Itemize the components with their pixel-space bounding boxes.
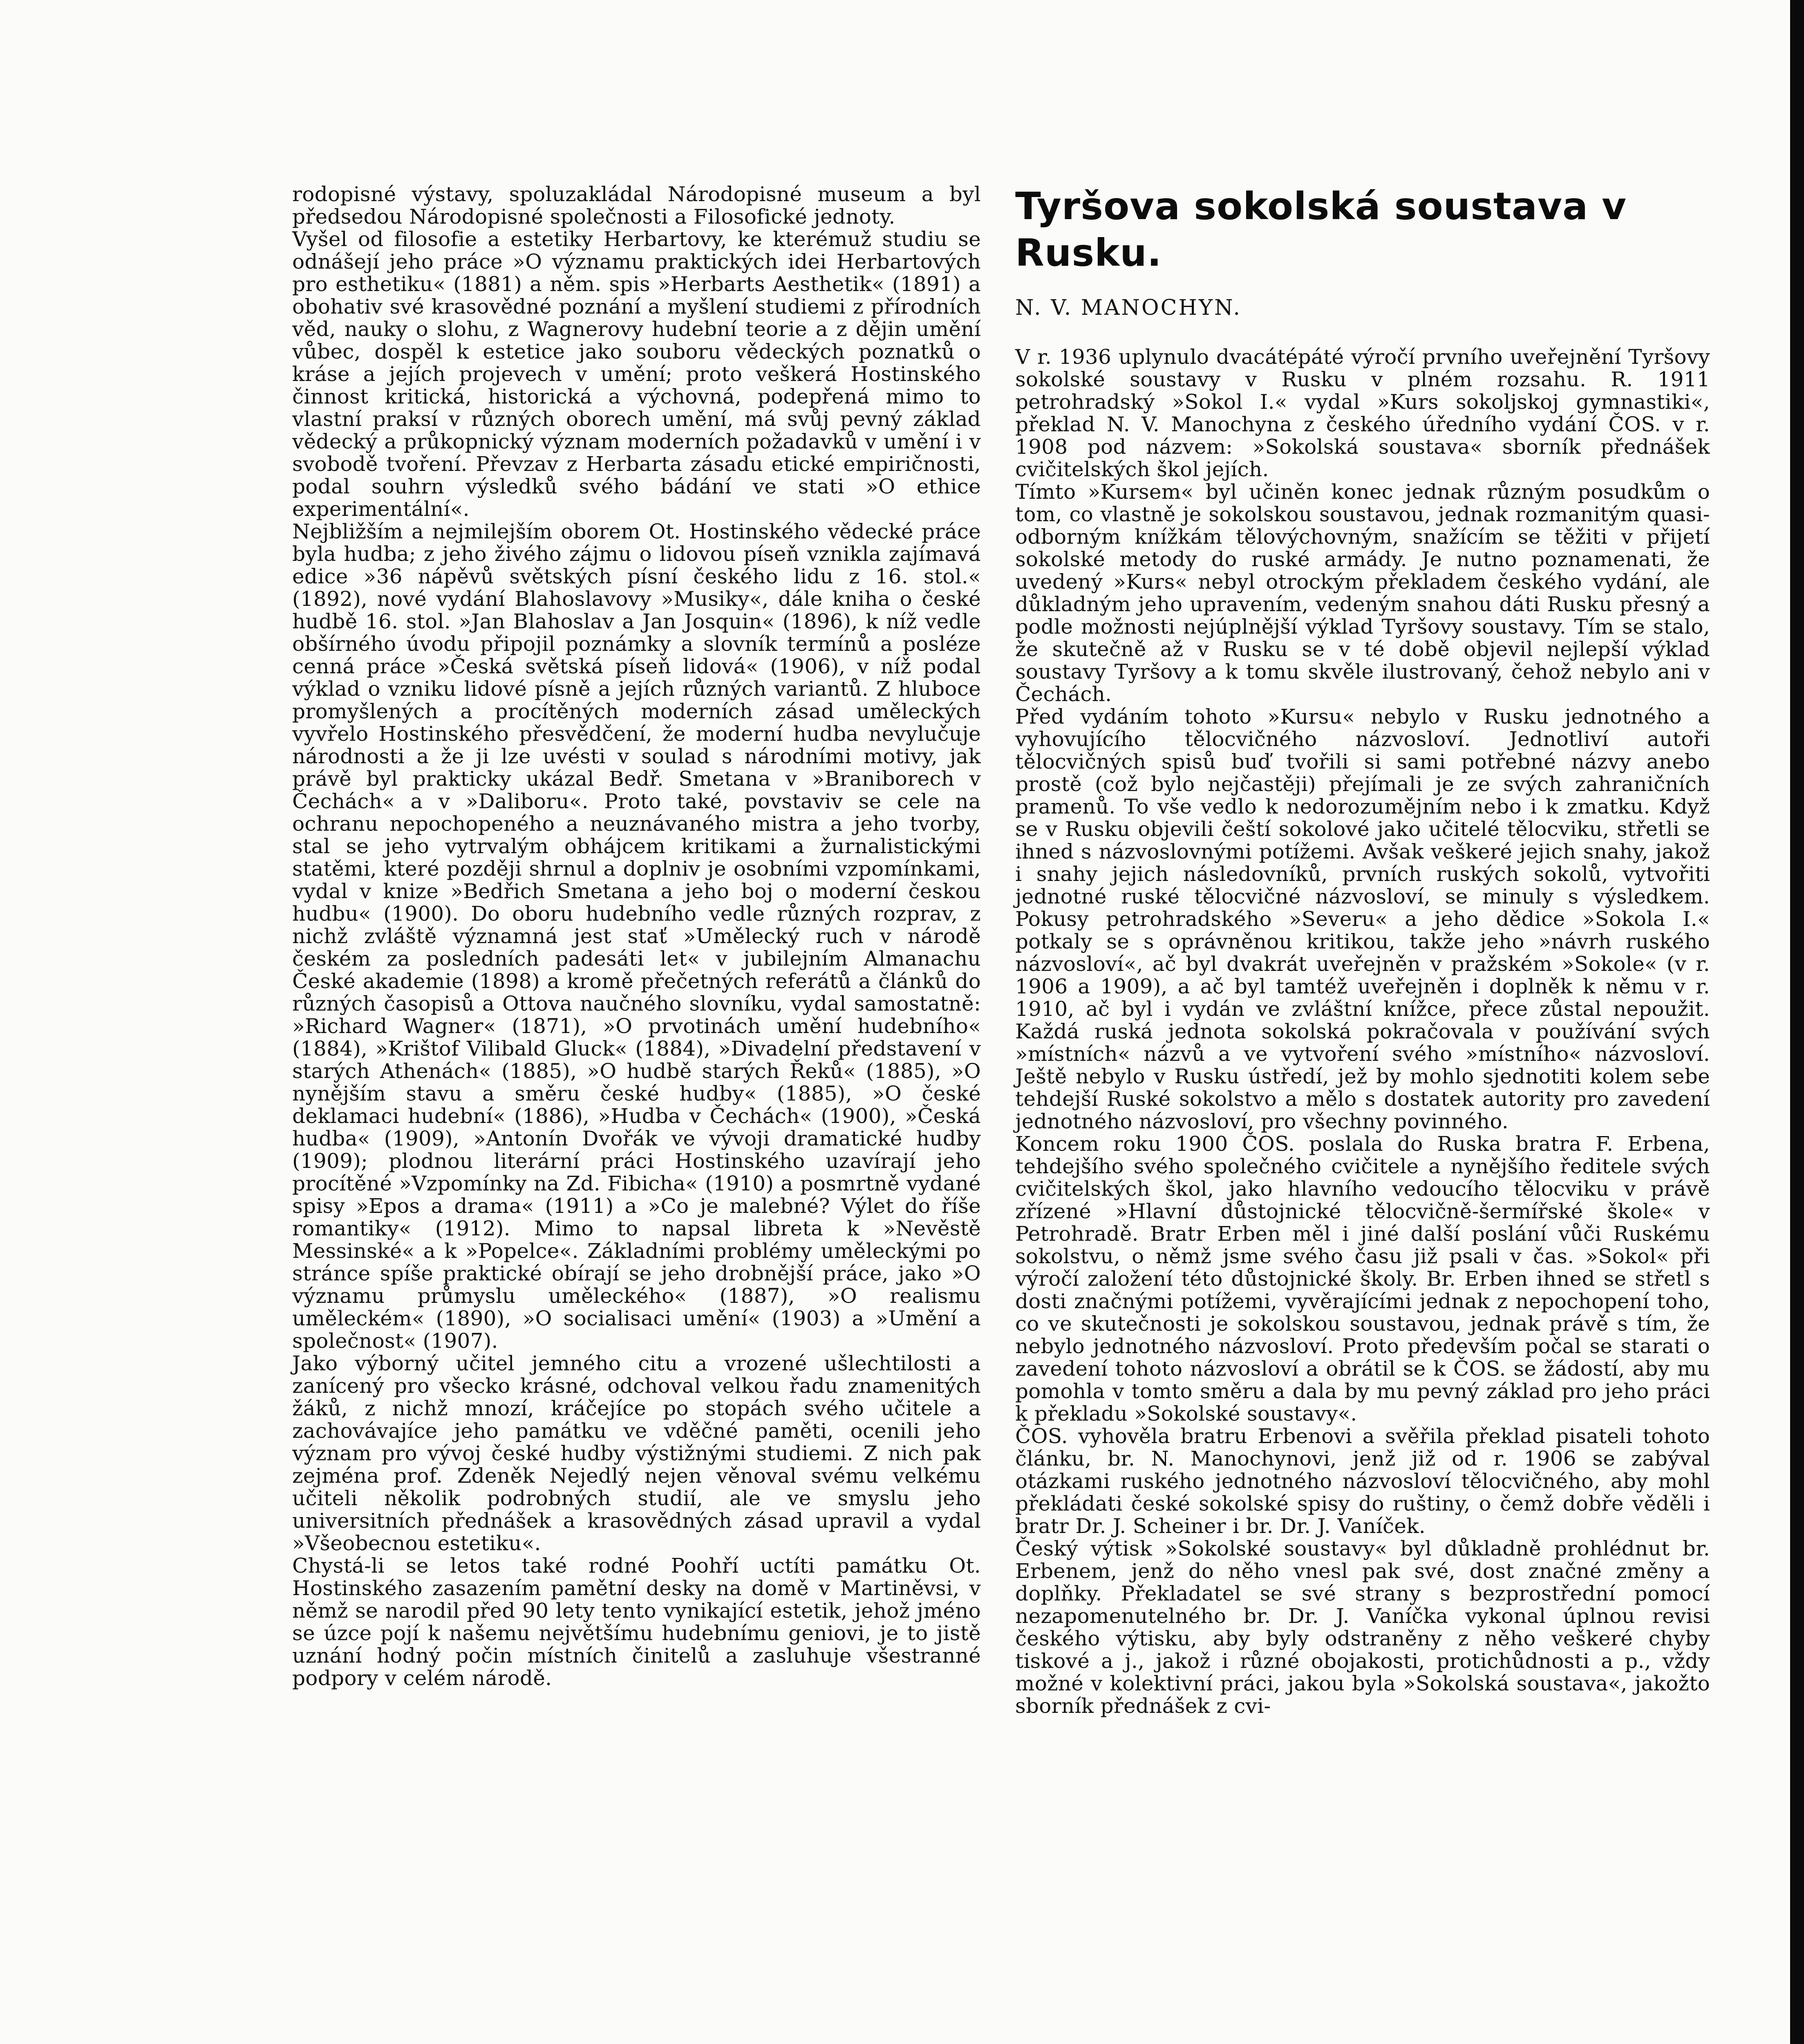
right-paragraph-2: Tímto »Kursem« byl učiněn konec jednak různým posudkům o tom, co vlastně je sokolskou soustavou, jednak rozmanitým quasi-odborným knížkám tělovýchovným, snažícím se těžiti v přijetí sokolské metody do ruské armády. Je nutno poznamenati, že uvedený »Kurs« nebyl otrockým překladem českého vydání, ale důkladným jeho upravením, vedeným snahou dáti Rusku přesný a podle možnosti nejúplnější výklad Tyršovy soustavy. Tím se stalo, že skutečně až v Rusku se v té době objevil nejlepší výklad soustavy Tyršovy a k tomu skvěle ilustrovaný, čehož nebylo ani v Čechách. — [1015, 480, 1710, 706]
left-paragraph-5: Chystá-li se letos také rodné Poohří uctíti památku Ot. Hostinského zasazením pamětní desky na domě v Martiněvsi, v němž se narodil před 90 lety tento vynikající estetik, jehož jméno se úzce pojí k našemu největšímu hudebnímu geniovi, je to jistě uznání hodný počin místních činitelů a zasluhuje všestranné podpory v celém národě. — [292, 1554, 981, 1690]
right-column — [1015, 183, 1710, 1717]
right-paragraph-5: ČOS. vyhověla bratru Erbenovi a svěřila překlad pisateli tohoto článku, br. N. Manochynovi, jenž již od r. 1906 se zabýval otázkami ruského jednotného názvosloví tělocvičného, aby mohl překládati české sokolské spisy do ruštiny, o čemž dobře věděli i bratr Dr. J. Scheiner i br. Dr. J. Vaníček. — [1015, 1424, 1710, 1538]
article-title: Tyršova sokolská soustava v Rusku. — [1015, 184, 1627, 275]
left-paragraph-4: Jako výborný učitel jemného citu a vrozené ušlechtilosti a zanícený pro všecko krásné, odchoval velkou řadu znamenitých žáků, z nichž mnozí, kráčejíce po stopách svého učitele a zachovávajíce jeho památku ve vděčné paměti, ocenili jeho význam pro vývoj české hudby výstižnými studiemi. Z nich pak zejména prof. Zdeněk Nejedlý nejen věnoval svému velkému učiteli několik podrobných studií, ale ve smyslu jeho universitních přednášek a krasovědných zásad upravil a vydal »Všeobecnou estetiku«. — [292, 1351, 981, 1555]
right-paragraph-4: Koncem roku 1900 ČOS. poslala do Ruska bratra F. Erbena, tehdejšího svého společného cvičitele a nynějšího ředitele svých cvičitelských škol, jako hlavního vedoucího tělocviku v právě zřízené »Hlavní důstojnické tělocvičně-šermířské škole« v Petrohradě. Bratr Erben měl i jiné další poslání vůči Ruskému sokolstvu, o němž jsme svého času již psali v čas. »Sokol« při výročí založení této důstojnické školy. Br. Erben ihned se střetl s dosti značnými potížemi, vyvěrajícími jednak z nepochopení toho, co ve skutečnosti je sokolskou soustavou, jednak právě s tím, že nebylo jednotného názvosloví. Proto především počal se starati o zavedení tohoto názvosloví a obrátil se k ČOS. se žádostí, aby mu pomohla v tomto směru a dala by mu pevný základ pro jeho práci k překladu »Sokolské soustavy«. — [1015, 1132, 1710, 1425]
left-paragraph-1: rodopisné výstavy, spoluzakládal Národopisné museum a byl předsedou Národopisné společnosti a Filosofické jednoty. — [292, 182, 981, 229]
left-paragraph-3: Nejbližším a nejmilejším oborem Ot. Hostinského vědecké práce byla hudba; z jeho živého zájmu o lidovou píseň vznikla zajímavá edice »36 nápěvů světských písní českého lidu z 16. stol.« (1892), nové vydání Blahoslavovy »Musiky«, dále kniha o české hudbě 16. stol. »Jan Blahoslav a Jan Josquin« (1896), k níž vedle obšírného úvodu připojil poznámky a slovník termínů a posléze cenná práce »Česká světská píseň lidová« (1906), v níž podal výklad o vzniku lidové písně a jejích různých variantů. Z hluboce promyšlených a procítěných moderních zásad uměleckých vyvřelo Hostinského přesvědčení, že moderní hudba nevylučuje národnosti a že ji lze uvésti v soulad s národními motivy, jak právě byl prakticky ukázal Bedř. Smetana v »Braniborech v Čechách« a v »Daliboru«. Proto také, povstaviv se cele na ochranu nepochopeného a neuznávaného mistra a jeho tvorby, stal se jeho vytrvalým obhájcem kritikami a žurnalistickými statěmi, které později shrnul a doplniv je osobními vzpomínkami, vydal v knize »Bedřich Smetana a jeho boj o moderní českou hudbu« (1900). Do oboru hudebního vedle různých rozprav, z nichž zvláště významná jest stať »Umělecký ruch v národě českém za posledních padesáti let« v jubilejním Almanachu České akademie (1898) a kromě přečetných referátů a článků do různých časopisů a Ottova naučného slovníku, vydal samostatně: »Richard Wagner« (1871), »O prvotinách umění hudebního« (1884), »Krištof Vilibald Gluck« (1884), »Divadelní představení v starých Athenách« (1885), »O hudbě starých Řeků« (1885), »O nynějším stavu a směru české hudby« (1885), »O české deklamaci hudební« (1886), »Hudba v Čechách« (1900), »Česká hudba« (1909), »Antonín Dvořák ve vývoji dramatické hudby (1909); plodnou literární práci Hostinského uzavírají jeho procítěné »Vzpomínky na Zd. Fibicha« (1910) a posmrtně vydané spisy »Epos a drama« (1911) a »Co je malebné? Výlet do říše romantiky« (1912). Mimo to napsal libreta k »Nevěstě Messinské« a k »Popelce«. Základními problémy uměleckými po stránce spíše praktické obírají se jeho drobnější práce, jako »O významu průmyslu uměleckého« (1887), »O realismu uměleckém« (1890), »O socialisaci umění« (1903) a »Umění a společnost« (1907). — [292, 520, 981, 1353]
right-paragraph-6: Český výtisk »Sokolské soustavy« byl důkladně prohlédnut br. Erbenem, jenž do něho vnesl pak své, dost značné změny a doplňky. Překladatel se své strany s bezprostřední pomocí nezapomenutelného br. Dr. J. Vaníčka vykonal úplnou revisi českého výtisku, aby byly odstraněny z něho veškeré chyby tiskové a j., jakož i různé obojakosti, protichůdnosti a p., vždy možné v kolektivní práci, jakou byla »Sokolská soustava«, jakožto sborník přednášek z cvi- — [1015, 1537, 1710, 1718]
left-column — [292, 183, 981, 1690]
author-byline: N. V. MANOCHYN. — [1015, 296, 1242, 320]
right-paragraph-3: Před vydáním tohoto »Kursu« nebylo v Rusku jednotného a vyhovujícího tělocvičného názvosloví. Jednotliví autoři tělocvičných spisů buď tvořili si sami potřebné názvy anebo prostě (což bylo nejčastěji) přejímali je ze svých zahraničních pramenů. To vše vedlo k nedorozumějním nebo i k zmatku. Když se v Rusku objevili čeští sokolové jako učitelé tělocviku, střetli se ihned s názvoslovnými potížemi. Avšak veškeré jejich snahy, jakož i snahy jejich následovníků, prvních ruských sokolů, vytvořiti jednotné ruské tělocvičné názvosloví, se minuly s výsledkem. Pokusy petrohradského »Severu« a jeho dědice »Sokola I.« potkaly se s oprávněnou kritikou, takže jeho »návrh ruského názvosloví«, ač byl dvakrát uveřejněn v pražském »Sokole« (v r. 1906 a 1909), a ač byl tamtéž uveřejněn i doplněk k němu v r. 1910, ač byl i vydán ve zvláštní knížce, přece zůstal nepoužit. Každá ruská jednota sokolská pokračovala v používání svých »místních« názvů a ve vytvoření svého »místního« názvosloví. Ještě nebylo v Rusku ústředí, jež by mohlo sjednotiti kolem sebe tehdejší Ruské sokolstvo a mělo s dostatek autority pro zavedení jednotného názvosloví, pro všechny povinného. — [1015, 705, 1710, 1133]
right-paragraph-1: V r. 1936 uplynulo dvacátépáté výročí prvního uveřejnění Tyršovy sokolské soustavy v Rusku v plném rozsahu. R. 1911 petrohradský »Sokol I.« vydal »Kurs sokoljskoj gymnastiki«, překlad N. V. Manochyna z českého úředního vydání ČOS. v r. 1908 pod názvem: »Sokolská soustava« sborník přednášek cvičitelských škol jejích. — [1015, 345, 1710, 481]
left-paragraph-2: Vyšel od filosofie a estetiky Herbartovy, ke kterémuž studiu se odnášejí jeho práce »O významu praktických idei Herbartových pro esthetiku« (1881) a něm. spis »Herbarts Aesthetik« (1891) a obohativ své krasovědné poznání a myšlení studiemi z přírodních věd, nauky o slohu, z Wagnerovy hudební teorie a z dějin umění vůbec, dospěl k estetice jako souboru vědeckých poznatků o kráse a jejích projevech v umění; proto veškerá Hostinského činnost kritická, historická a výchovná, podepřená mimo to vlastní praksí v různých oborech umění, má svůj pevný základ vědecký a průkopnický význam moderních požadavků v umění i v svobodě tvoření. Převzav z Herbarta zásadu etické empiričnosti, podal souhrn výsledků svého bádání ve stati »O ethice experimentální«. — [292, 227, 981, 521]
